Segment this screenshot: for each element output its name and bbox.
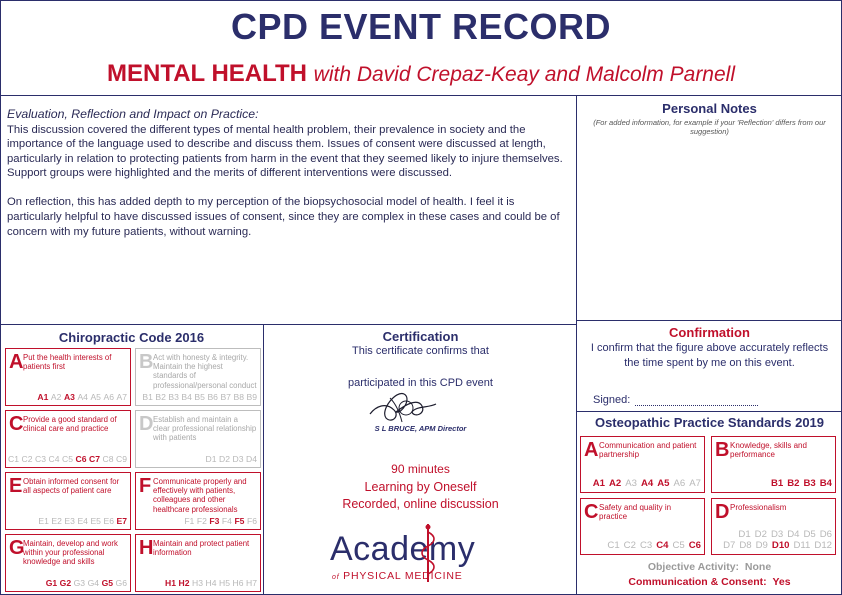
chiro-box-desc: Maintain and protect patient information [153, 539, 250, 558]
event-subtitle [0, 60, 842, 88]
chiro-box-letter: D [139, 413, 154, 435]
signed-label: Signed: [593, 394, 631, 406]
chiro-code: B9 [246, 392, 257, 402]
chiro-code: B4 [181, 392, 192, 402]
middle-divider [0, 324, 576, 325]
osteo-box-letter: D [715, 501, 730, 523]
osteo-box-codes [589, 478, 701, 489]
chiro-code: B3 [168, 392, 179, 402]
chiro-code: B6 [207, 392, 218, 402]
chiro-code: E1 [38, 516, 49, 526]
osteo-code: D7 [723, 540, 736, 551]
personal-notes-title: Personal Notes [662, 101, 757, 116]
chiro-code: G2 [59, 578, 72, 588]
personal-notes-area[interactable] [578, 140, 840, 318]
osteo-box-desc: Safety and quality in practice [599, 503, 672, 522]
osteo-code: D8 [739, 540, 752, 551]
osteo-box-b [711, 436, 836, 493]
objective-label: Objective Activity: [647, 561, 740, 573]
chiro-code: E2 [51, 516, 62, 526]
chiro-box-codes [203, 454, 257, 464]
chiro-box-desc: Provide a good standard of clinical care and practice [23, 415, 117, 434]
chiro-code: H3 [192, 578, 203, 588]
osteo-code: C5 [672, 540, 685, 551]
chiro-code: A5 [90, 392, 101, 402]
comm-label: Communication & Consent: [628, 576, 767, 588]
chiro-code: E5 [90, 516, 101, 526]
evaluation-paragraph: This discussion covered the different types of mental health problem, their prevalence in society and the importance of the language used to describe and discuss them. Issues of consent were discussed at length, particularly in relation to protecting patients from harm in the event that they seemed likely to injure themselves. Support groups were highlighted and the merits of different interventions were discussed. [7, 123, 563, 180]
chiro-box-h [135, 534, 261, 592]
osteo-box-letter: B [715, 439, 730, 461]
chiro-box-codes [35, 392, 127, 402]
chiro-box-codes [163, 578, 258, 588]
chiro-code: C1 [8, 454, 19, 464]
certification-text: This certificate confirms that [352, 345, 489, 357]
chiro-code: F6 [246, 516, 257, 526]
chiro-code: G6 [115, 578, 127, 588]
comm-value: Yes [772, 576, 791, 588]
osteo-code: B4 [819, 478, 832, 489]
osteo-code: C1 [607, 540, 620, 551]
osteo-code: D4 [787, 529, 800, 540]
chiro-code: H7 [246, 578, 257, 588]
chiro-code: E7 [116, 516, 127, 526]
chiro-box-e [5, 472, 131, 530]
confirmation-bottom-divider [576, 411, 842, 412]
chiro-box-desc: Obtain informed consent for all aspects of patient care [23, 477, 120, 496]
chiro-code: B5 [194, 392, 205, 402]
event-format: Recorded, online discussion [342, 497, 499, 511]
chiro-code: C5 [62, 454, 73, 464]
chiro-box-desc: Put the health interests of patients first [23, 353, 112, 372]
osteo-code: C3 [639, 540, 653, 551]
chiro-box-b [135, 348, 261, 406]
chiro-code: F5 [234, 516, 245, 526]
personal-notes-subtitle: (For added information, for example if your 'Reflection' differs from our suggestion) [593, 118, 826, 136]
chiro-box-letter: A [9, 351, 24, 373]
confirmation-title: Confirmation [669, 325, 750, 340]
event-presenters: with David Crepaz-Keay and Malcolm Parnell [313, 63, 735, 86]
chiro-code: C2 [21, 454, 33, 464]
osteo-code: B2 [787, 478, 800, 489]
osteo-box-desc: Knowledge, skills and performance [730, 441, 807, 460]
chiro-code: H2 [178, 578, 190, 588]
page-title: CPD EVENT RECORD [230, 6, 612, 47]
chiro-box-letter: B [139, 351, 154, 373]
chiro-code: C6 [75, 454, 87, 464]
chiro-box-codes [6, 454, 128, 464]
osteo-box-codes [767, 478, 832, 489]
chiro-code: C7 [89, 454, 100, 464]
osteo-code: D11 [793, 540, 811, 551]
logo-of: of [332, 574, 340, 581]
osteo-box-c [580, 498, 705, 555]
communication-consent [577, 576, 842, 588]
chiro-box-desc: Establish and maintain a clear professional relationship with patients [153, 415, 257, 443]
reflection-paragraph: On reflection, this has added depth to my perception of the biopsychosocial model of health. I feel it is particularly helpful to have discussed issues of consent, since they are complex in these cases and could be of concern with my future patients, without warning. [7, 196, 560, 238]
certification-title: Certification [382, 329, 459, 344]
chiro-code: F1 [184, 516, 195, 526]
chiro-box-f [135, 472, 261, 530]
chiro-code: E3 [64, 516, 75, 526]
director-signature [366, 384, 446, 426]
chiro-box-letter: F [139, 475, 152, 497]
chiro-code: G4 [87, 578, 100, 588]
osteo-box-letter: C [584, 501, 599, 523]
chiro-code: F3 [209, 516, 220, 526]
chiro-box-codes [43, 578, 127, 588]
chiro-code: H6 [232, 578, 244, 588]
chiro-box-letter: H [139, 537, 154, 559]
academy-logo-word: Academy [330, 530, 476, 568]
osteo-code: B1 [770, 478, 784, 489]
osteo-box-d [711, 498, 836, 555]
notes-bottom-divider [576, 320, 842, 321]
chiro-code: C8 [102, 454, 114, 464]
chiro-box-desc: Communicate properly and effectively with patients, colleagues and other healthcare professionals [153, 477, 247, 514]
chiro-code: E6 [103, 516, 114, 526]
event-subject: MENTAL HEALTH [107, 60, 307, 87]
osteo-code: A2 [608, 478, 622, 489]
osteo-code: D1 [738, 529, 751, 540]
osteo-code: A5 [657, 478, 670, 489]
osteo-code: D6 [819, 529, 832, 540]
chiro-code: H5 [219, 578, 230, 588]
chiro-code: G5 [101, 578, 114, 588]
chiro-code: D3 [232, 454, 244, 464]
chiro-code: D2 [219, 454, 230, 464]
chiro-code: B7 [220, 392, 231, 402]
osteo-box-codes [603, 540, 701, 551]
evaluation-section [7, 107, 569, 254]
osteo-code: D10 [771, 540, 790, 551]
chiro-code: H4 [205, 578, 217, 588]
osteo-code: C4 [656, 540, 669, 551]
osteo-box-codes [719, 529, 832, 551]
chiro-code: A2 [50, 392, 62, 402]
osteo-code: D3 [770, 529, 784, 540]
osteo-code: D12 [814, 540, 832, 551]
chiro-code: A1 [37, 392, 49, 402]
osteopathic-title: Osteopathic Practice Standards 2019 [594, 415, 825, 430]
objective-value: None [744, 561, 772, 573]
osteo-code: A4 [640, 478, 654, 489]
osteo-code: A1 [592, 478, 605, 489]
chiro-box-desc: Act with honesty & integrity. Maintain the highest standards of professional/personal conduct [153, 353, 257, 390]
chiro-box-g [5, 534, 131, 592]
chiro-code: A7 [116, 392, 127, 402]
osteo-code: D2 [754, 529, 767, 540]
chiro-code: C4 [48, 454, 60, 464]
director-name: S L BRUCE, APM Director [374, 424, 467, 433]
chiro-box-codes [182, 516, 257, 526]
chiro-code: D1 [205, 454, 217, 464]
osteo-code: D5 [803, 529, 816, 540]
osteo-code: C6 [688, 540, 701, 551]
chiro-code: A6 [103, 392, 114, 402]
osteo-box-desc: Communication and patient partnership [599, 441, 697, 460]
chiro-box-letter: C [9, 413, 24, 435]
chiro-code: F4 [221, 516, 232, 526]
chiropractic-title: Chiropractic Code 2016 [58, 330, 205, 345]
certification-participated: participated in this CPD event [348, 377, 493, 389]
chiro-box-codes [36, 516, 127, 526]
chiro-box-codes [140, 392, 257, 402]
chiro-code: E4 [77, 516, 88, 526]
chiro-code: B8 [233, 392, 244, 402]
signature-field[interactable] [635, 405, 758, 406]
osteo-box-letter: A [584, 439, 599, 461]
chiro-box-c [5, 410, 131, 468]
chiro-code: F2 [196, 516, 207, 526]
chiro-code: H1 [165, 578, 176, 588]
osteo-box-a [580, 436, 705, 493]
logo-physical-medicine: PHYSICAL MEDICINE [343, 570, 463, 582]
chiro-code: D4 [246, 454, 257, 464]
chiro-divider [263, 324, 264, 595]
osteo-code: B3 [803, 478, 816, 489]
chiro-code: G1 [45, 578, 58, 588]
chiro-box-desc: Maintain, develop and work within your professional knowledge and skills [23, 539, 118, 567]
osteo-code: C2 [623, 540, 636, 551]
osteo-box-desc: Professionalism [730, 503, 787, 512]
chiro-code: C9 [116, 454, 127, 464]
chiro-code: G3 [73, 578, 86, 588]
confirmation-text: I confirm that the figure above accurately reflects the time spent by me on this event. [590, 342, 829, 369]
chiro-box-letter: G [9, 537, 25, 559]
chiro-code: C3 [35, 454, 46, 464]
header-divider [0, 95, 842, 96]
chiro-box-letter: E [9, 475, 23, 497]
learning-type: Learning by Oneself [364, 480, 477, 494]
chiro-code: B1 [142, 392, 153, 402]
osteo-code: D9 [755, 540, 768, 551]
chiro-code: B2 [155, 392, 166, 402]
chiro-box-d [135, 410, 261, 468]
osteo-code: A6 [673, 478, 686, 489]
chiro-box-a [5, 348, 131, 406]
chiro-code: A4 [77, 392, 88, 402]
osteo-code: A3 [625, 478, 637, 489]
academy-logo-subtitle [332, 570, 463, 582]
chiro-code: A3 [63, 392, 75, 402]
event-duration: 90 minutes [391, 462, 450, 476]
osteo-code: A7 [689, 478, 701, 489]
objective-activity [577, 561, 842, 573]
evaluation-heading: Evaluation, Reflection and Impact on Practice: [7, 107, 259, 121]
